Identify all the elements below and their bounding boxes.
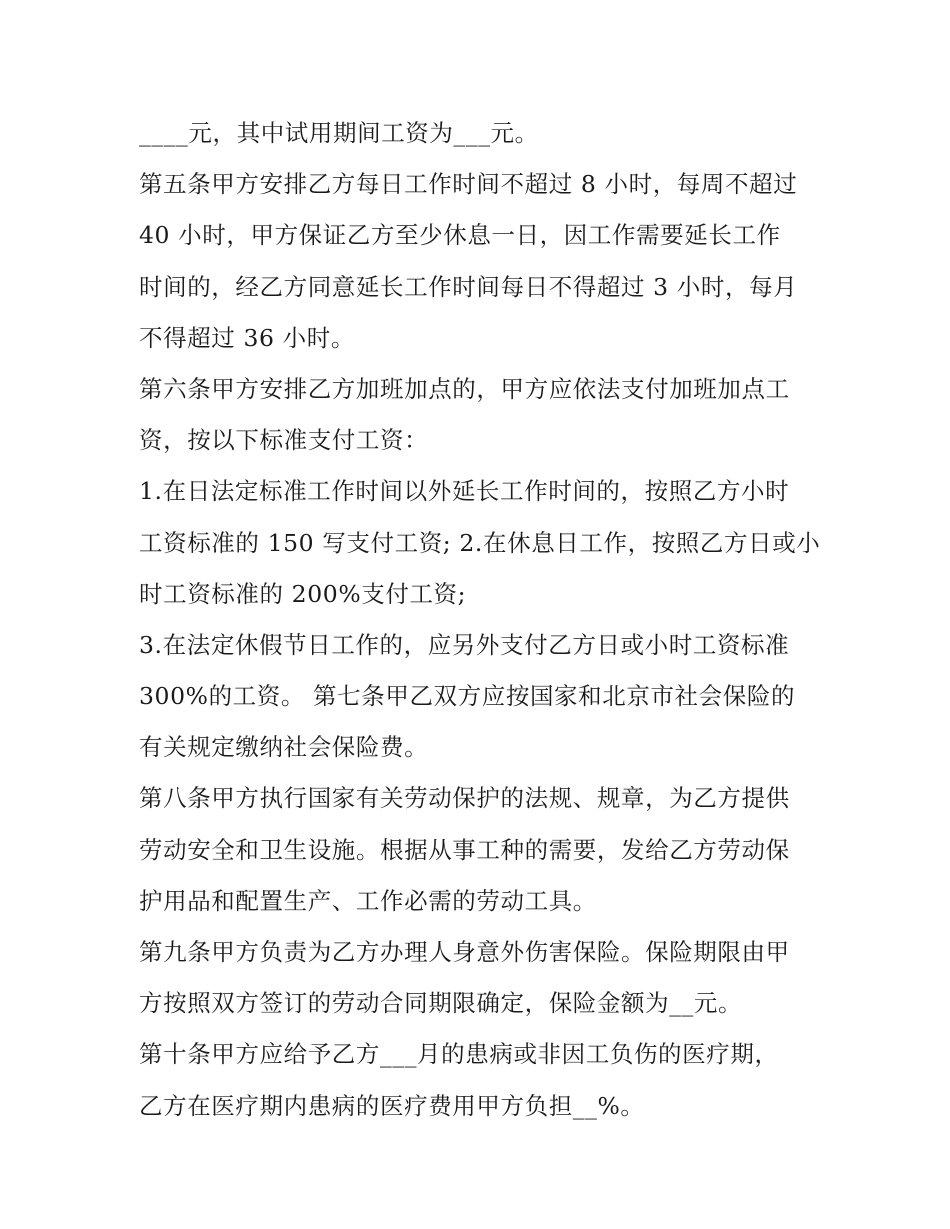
text-line: 方按照双方签订的劳动合同期限确定，保险金额为__元。 [139,989,743,1018]
text-line: 有关规定缴纳社会保险费。 [139,733,429,762]
text-line: 不得超过 36 小时。 [139,323,355,352]
text-line: 第八条甲方执行国家有关劳动保护的法规、规章，为乙方提供 [139,784,790,813]
text-line: 护用品和配置生产、工作必需的劳动工具。 [139,886,597,915]
text-line: 乙方在医疗期内患病的医疗费用甲方负担__%。 [139,1091,645,1120]
text-line: ____元，其中试用期间工资为___元。 [139,119,539,147]
text-line: 资，按以下标准支付工资： [139,426,429,455]
text-line: 第九条甲方负责为乙方办理人身意外伤害保险。保险期限由甲 [139,938,790,966]
contract-text [139,108,819,1132]
text-line: 第十条甲方应给予乙方___月的患病或非因工负伤的医疗期， [139,1040,779,1069]
text-line: 3.在法定休假节日工作的，应另外支付乙方日或小时工资标准 [139,630,790,659]
text-line: 工资标准的 150 写支付工资; 2.在休息日工作，按照乙方日或小 [139,528,821,557]
text-line: 1.在日法定标准工作时间以外延长工作时间的，按照乙方小时 [139,477,790,506]
text-line: 第六条甲方安排乙方加班加点的，甲方应依法支付加班加点工 [139,374,790,403]
text-line: 劳动安全和卫生设施。根据从事工种的需要，发给乙方劳动保 [139,835,790,864]
text-line: 300%的工资。 第七条甲乙双方应按国家和北京市社会保险的 [139,682,796,711]
text-line: 时工资标准的 200%支付工资; [139,579,467,608]
text-line: 40 小时，甲方保证乙方至少休息一日，因工作需要延长工作 [139,221,781,250]
text-line: 第五条甲方安排乙方每日工作时间不超过 8 小时，每周不超过 [139,170,798,199]
text-line: 时间的，经乙方同意延长工作时间每日不得超过 3 小时，每月 [139,272,798,301]
